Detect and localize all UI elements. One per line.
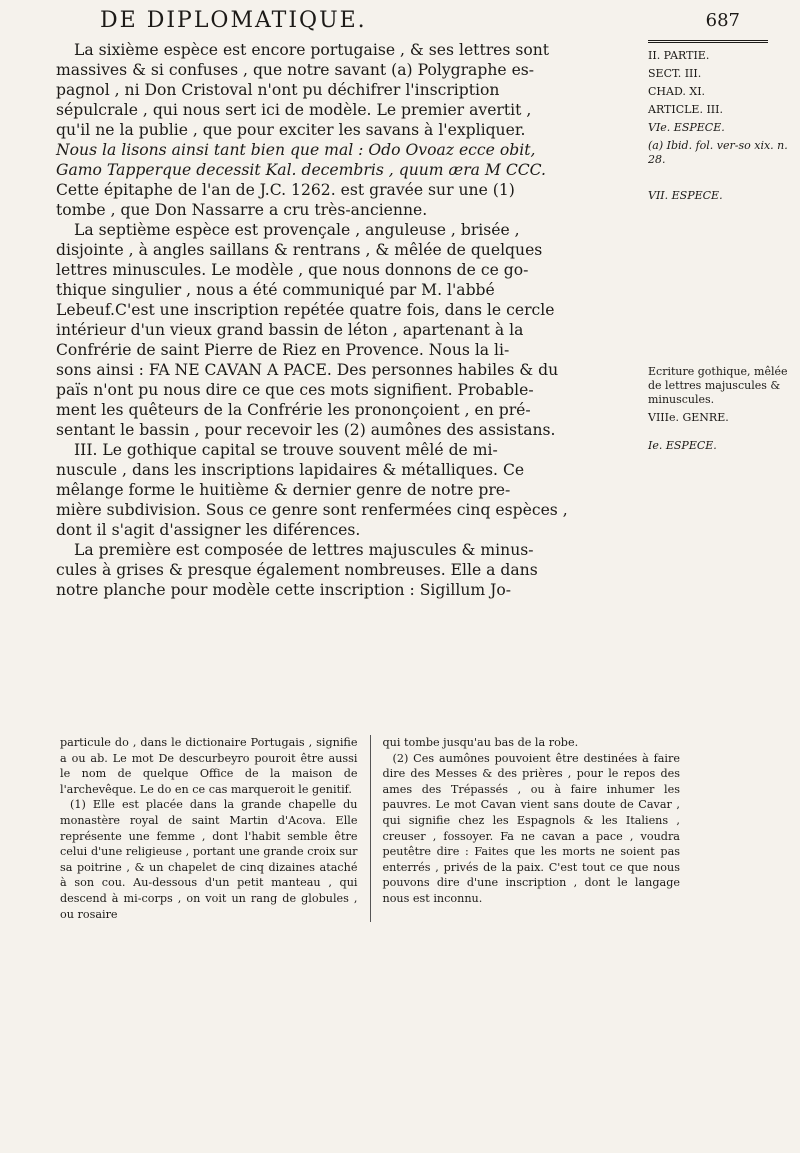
footnotes — [60, 735, 680, 922]
text-line: Confrérie de saint Pierre de Riez en Provence. Nous la li- — [56, 341, 510, 359]
footnote-column-left — [60, 735, 358, 922]
margin-species-1: Ie. ESPECE. — [648, 439, 717, 452]
margin-note-gothic: Ecriture gothique, mêlée de lettres majuscules & minuscules. — [648, 365, 788, 406]
text-line: sépulcrale , qui nous sert ici de modèle. Le premier avertit , — [56, 101, 532, 119]
text-line: mière subdivision. Sous ce genre sont renfermées cinq espèces , — [56, 501, 568, 519]
text-line: pagnol , ni Don Cristoval n'ont pu déchifrer l'inscription — [56, 81, 500, 99]
text-line: III. Le gothique capital se trouve souvent mêlé de mi- — [74, 441, 498, 459]
margin-reference-a: (a) Ibid. fol. ver-so xix. n. 28. — [648, 139, 788, 166]
text-line: La première est composée de lettres majuscules & minus- — [74, 541, 534, 559]
text-line: ment les quêteurs de la Confrérie les prononçoient , en pré- — [56, 401, 531, 419]
text-line: qu'il ne la publie , que pour exciter les savans à l'expliquer. — [56, 121, 526, 139]
main-text — [56, 40, 636, 600]
footnote: particule do , dans le dictionaire Portugais , signifie a ou ab. Le mot De descurbeyro pouroit être aussi le nom de quelque Office de la maison de l'archevêque. Le do en ce cas marqueroit le genitif. — [60, 736, 358, 796]
text-line: notre planche pour modèle cette inscription : Sigillum Jo- — [56, 581, 512, 599]
text-line: païs n'ont pu nous dire ce que ces mots signifient. Probable- — [56, 381, 534, 399]
text-line: sons ainsi : FA NE CAVAN A PACE. Des personnes habiles & du — [56, 361, 559, 379]
text-line: mêlange forme le huitième & dernier genre de notre pre- — [56, 481, 511, 499]
footnote-column-right — [382, 735, 680, 922]
text-line: Lebeuf.C'est une inscription repétée quatre fois, dans le cercle — [56, 301, 555, 319]
margin-notes — [648, 40, 790, 457]
running-title: DE DIPLOMATIQUE. — [100, 8, 367, 33]
margin-species-6: VIe. ESPECE. — [648, 121, 725, 134]
margin-part: II. PARTIE. — [648, 49, 710, 62]
footnote: (1) Elle est placée dans la grande chapelle du monastère royal de saint Martin d'Acova. Elle représente une femme , dont l'habit semble être celui d'une religieuse , portant une grande croix sur sa poitrine , & un chapelet de cinq dizaines ataché à son cou. Au-dessous d'un petit manteau , qui descend à mi-corps , on voit un rang de globules , ou rosaire — [60, 798, 358, 921]
page-number: 687 — [705, 10, 740, 31]
text-line: Nous la lisons ainsi tant bien que mal : Odo Ovoaz ecce obit, — [56, 141, 536, 159]
margin-species-7: VII. ESPECE. — [648, 189, 723, 202]
text-line: disjointe , à angles saillans & rentrans , & mêlée de quelques — [56, 241, 543, 259]
text-line: intérieur d'un vieux grand bassin de léton , apartenant à la — [56, 321, 524, 339]
footnote: (2) Ces aumônes pouvoient être destinées à faire dire des Messes & des prières , pour le repos des ames des Trépassés , ou à faire inhumer les pauvres. Le mot Cavan vient sans doute de Cavar , qui signifie chez les Espagnols & les Italiens , creuser , fossoyer. Fa ne cavan a pace , voudra peutêtre dire : Faites que les morts ne soient pas enterrés , privés de la paix. C'est tout ce que nous pouvons dire d'une inscription , dont le langage nous est inconnu. — [382, 751, 680, 905]
page-header — [60, 8, 740, 40]
text-line: tombe , que Don Nassarre a cru très-ancienne. — [56, 201, 428, 219]
text-line: nuscule , dans les inscriptions lapidaires & métalliques. Ce — [56, 461, 525, 479]
text-line: massives & si confuses , que notre savant (a) Polygraphe es- — [56, 61, 535, 79]
text-line: Cette épitaphe de l'an de J.C. 1262. est gravée sur une (1) — [56, 181, 515, 199]
text-line: lettres minuscules. Le modèle , que nous donnons de ce go- — [56, 261, 529, 279]
margin-section: SECT. III. — [648, 67, 702, 80]
text-line: cules à grises & presque également nombreuses. Elle a dans — [56, 561, 538, 579]
text-line: La septième espèce est provençale , anguleuse , brisée , — [74, 221, 520, 239]
margin-genre-8: VIIIe. GENRE. — [648, 411, 729, 424]
column-divider — [370, 735, 371, 922]
margin-chapter: CHAD. XI. — [648, 85, 706, 98]
margin-article: ARTICLE. III. — [648, 103, 723, 116]
text-line: thique singulier , nous a été communiqué par M. l'abbé — [56, 281, 495, 299]
text-line: La sixième espèce est encore portugaise , & ses lettres sont — [74, 41, 550, 59]
margin-rule — [648, 40, 768, 43]
footnote: qui tombe jusqu'au bas de la robe. — [382, 736, 579, 749]
text-line: Gamo Tapperque decessit Kal. decembris , quum æra M CCC. — [56, 161, 547, 179]
text-line: sentant le bassin , pour recevoir les (2) aumônes des assistans. — [56, 421, 556, 439]
text-line: dont il s'agit d'assigner les diférences. — [56, 521, 361, 539]
